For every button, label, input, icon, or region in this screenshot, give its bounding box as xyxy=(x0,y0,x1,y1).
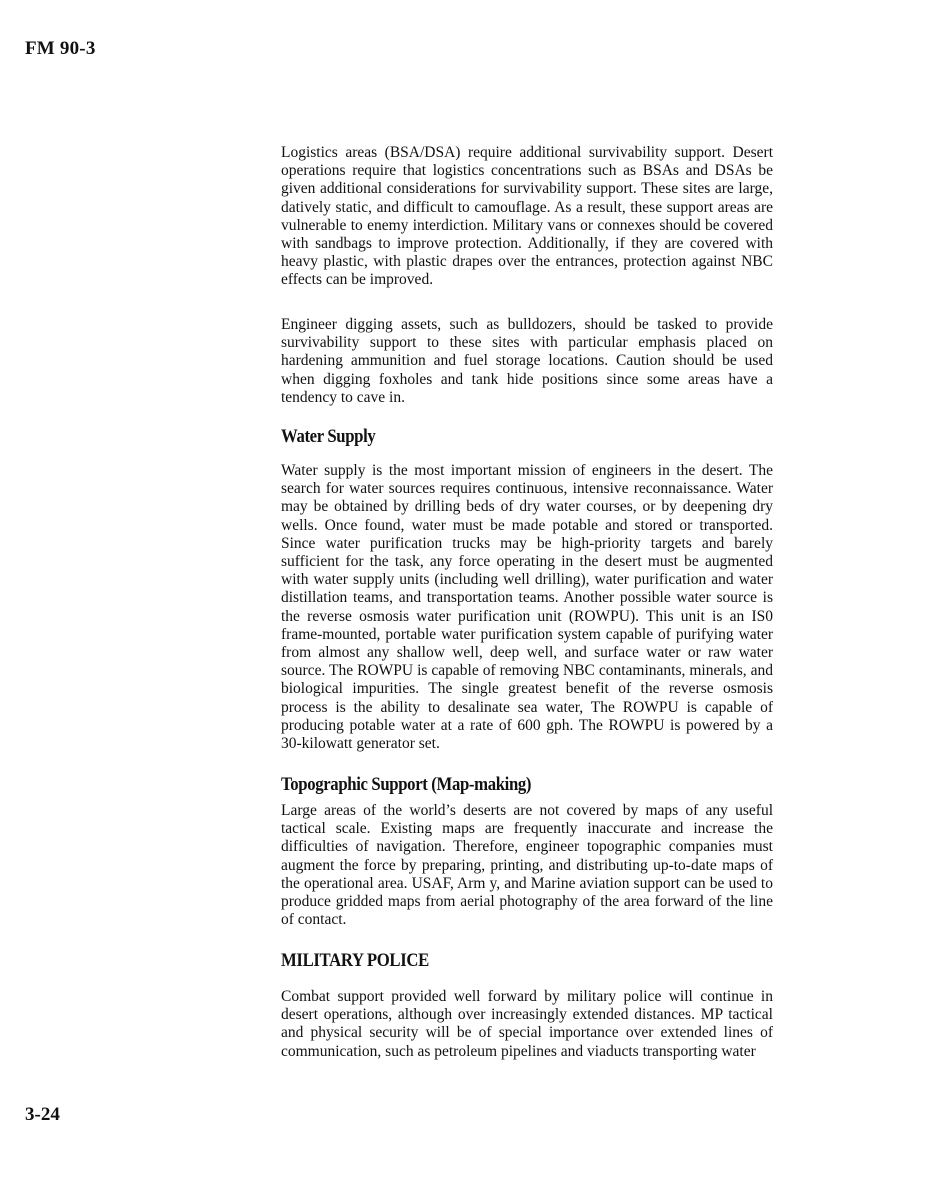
heading-military-police: MILITARY POLICE xyxy=(281,950,429,971)
document-id-header: FM 90-3 xyxy=(25,38,96,59)
paragraph-military-police: Combat support provided well forward by military police will continue in desert operations, although over increasingly extended distances. MP tactical and physical security will be of special importance over extended lines of communication, such as petroleum pipelines and viaducts transporting water xyxy=(281,988,773,1060)
paragraph-logistics-survivability: Logistics areas (BSA/DSA) require additional survivability support. Desert operations require that logistics concentrations such as BSAs and DSAs be given additional considerations for survivability support. These sites are large, datively static, and difficult to camouflage. As a result, these support areas are vulnerable to enemy interdiction. Military vans or connexes should be covered with sandbags to improve protection. Additionally, if they are covered with heavy plastic, with plastic drapes over the entrances, protection against NBC effects can be improved. xyxy=(281,144,773,289)
heading-water-supply: Water Supply xyxy=(281,426,376,447)
page-number-footer: 3-24 xyxy=(25,1104,60,1125)
heading-topographic-support: Topographic Support (Map-making) xyxy=(281,774,532,795)
paragraph-water-supply: Water supply is the most important mission of engineers in the desert. The search for water sources requires continuous, intensive reconnaissance. Water may be obtained by drilling beds of dry water courses, or by deepening dry wells. Once found, water must be made potable and stored or transported. Since water purification trucks may be high-priority targets and barely sufficient for the task, any force operating in the desert must be augmented with water supply units (including well drilling), water purification and water distillation teams, and transportation teams. Another possible water source is the reverse osmosis water purification unit (ROWPU). This unit is an IS0 frame-mounted, portable water purification system capable of purifying water from almost any shallow well, deep well, and surface water or raw water source. The ROWPU is capable of removing NBC contaminants, minerals, and biological impurities. The single greatest benefit of the reverse osmosis process is the ability to desalinate sea water, The ROWPU is capable of producing potable water at a rate of 600 gph. The ROWPU is powered by a 30-kilowatt generator set. xyxy=(281,462,773,753)
paragraph-topographic-support: Large areas of the world’s deserts are not covered by maps of any useful tactical scale. Existing maps are frequently inaccurate and increase the difficulties of navigation. Therefore, engineer topographic companies must augment the force by preparing, printing, and distributing up-to-date maps of the operational area. USAF, Arm y, and Marine aviation support can be used to produce gridded maps from aerial photography of the area forward of the line of contact. xyxy=(281,802,773,929)
paragraph-engineer-digging: Engineer digging assets, such as bulldozers, should be tasked to provide survivability support to these sites with particular emphasis placed on hardening ammunition and fuel storage locations. Caution should be used when digging foxholes and tank hide positions since some areas have a tendency to cave in. xyxy=(281,316,773,406)
